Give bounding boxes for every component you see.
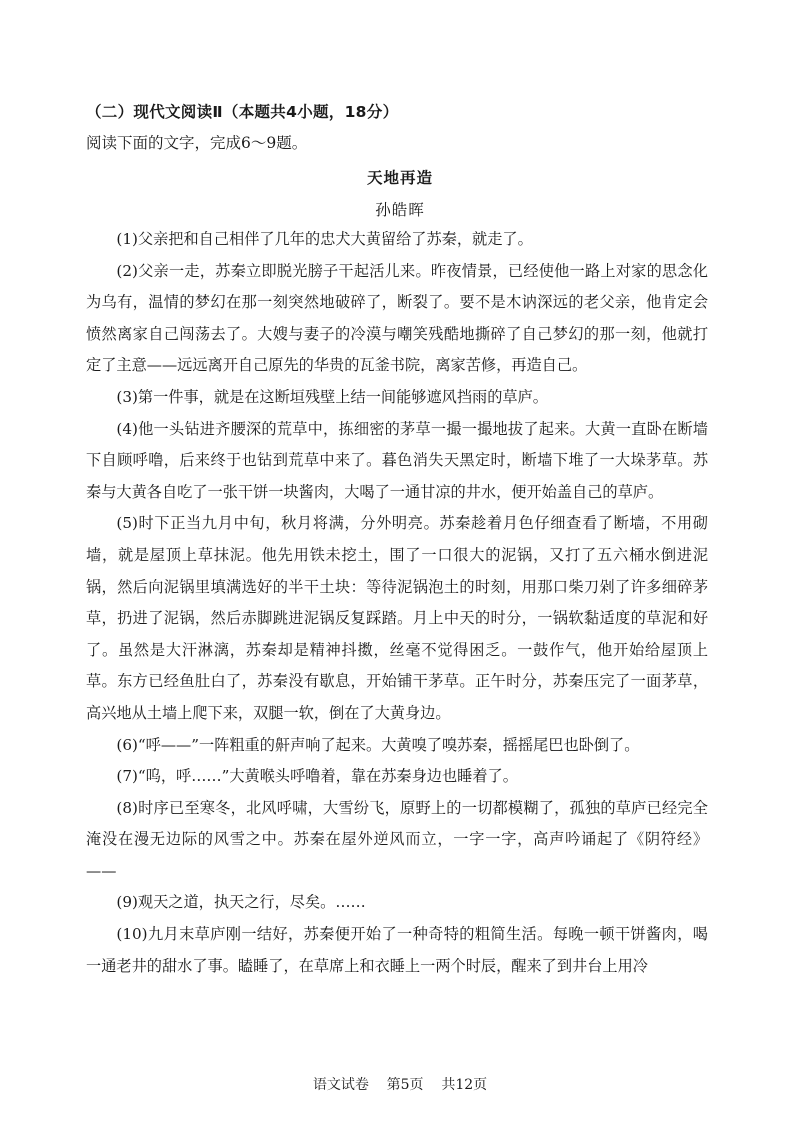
paragraph-6: (6)“呼——”一阵粗重的鼾声响了起来。大黄嗅了嗅苏秦，摇摇尾巴也卧倒了。 [116, 735, 640, 754]
reading-instruction: 阅读下面的文字，完成6～9题。 [86, 134, 308, 152]
paragraph-4: (4)他一头钻进齐腰深的荒草中，拣细密的茅草一撮一撮地拔了起来。大黄一直卧在断墙下自顾呼噜，后来终于也钻到荒草中来了。暮色消失天黑定时，断墙下堆了一大垛茅草。苏秦与大黄各自吃了一张干饼一块酱肉，大喝了一通甘凉的井水，便开始盖自己的草庐。 [86, 419, 708, 501]
section-heading: （二）现代文阅读Ⅱ（本题共4小题，18分） [86, 103, 399, 121]
article-title: 天地再造 [366, 169, 433, 187]
paragraph-1: (1)父亲把和自己相伴了几年的忠犬大黄留给了苏秦，就走了。 [116, 230, 533, 248]
paragraph-7: (7)“呜，呼……”大黄喉头呼噜着，靠在苏秦身边也睡着了。 [116, 767, 518, 786]
paragraph-3: (3)第一件事，就是在这断垣残壁上结一间能够遮风挡雨的草庐。 [116, 387, 548, 406]
article-author: 孙皓晖 [375, 201, 425, 219]
paragraph-8: (8)时序已至寒冬，北风呼啸，大雪纷飞，原野上的一切都模糊了，孤独的草庐已经完全淹没在漫无边际的风雪之中。苏秦在屋外逆风而立，一字一字，高声吟诵起了《阴符经》—— [86, 798, 708, 880]
paragraph-10: (10)九月末草庐刚一结好，苏秦便开始了一种奇特的粗简生活。每晚一顿干饼酱肉，喝一通老井的甜水了事。瞌睡了，在草席上和衣睡上一两个时辰，醒来了到井台上用冷 [86, 925, 708, 975]
paragraph-2: (2)父亲一走，苏秦立即脱光膀子干起活儿来。昨夜情景，已经使他一路上对家的思念化为乌有，温情的梦幻在那一刻突然地破碎了，断裂了。要不是木讷深远的老父亲，他肯定会愤然离家自己闯荡去了。大嫂与妻子的冷漠与嘲笑残酷地撕碎了自己梦幻的那一刻，他就打定了主意——远远离开自己原先的华贵的瓦釜书院，离家苦修，再造自己。 [86, 261, 708, 375]
paragraph-5: (5)时下正当九月中旬，秋月将满，分外明亮。苏秦趁着月色仔细查看了断墙，不用砌墙，就是屋顶上草抹泥。他先用铁未挖土，围了一口很大的泥锅，又打了五六桶水倒进泥锅，然后向泥锅里填满选好的半干土块：等待泥锅泡土的时刻，用那口柴刀剁了许多细碎茅草，扔进了泥锅，然后赤脚跳进泥锅反复踩踏。月上中天的时分，一锅软黏适度的草泥和好了。虽然是大汗淋漓，苏秦却是精神抖擞，丝毫不觉得困乏。一鼓作气，他开始给屋顶上草。东方已经鱼肚白了，苏秦没有歇息，开始铺干茅草。正午时分，苏秦压完了一面茅草，高兴地从土墙上爬下来，双腿一软，倒在了大黄身边。 [86, 514, 708, 722]
page-footer: 语文试卷 第5页 共12页 [312, 1077, 488, 1093]
paragraph-9: (9)观天之道，执天之行，尽矣。…… [116, 893, 366, 912]
article-body [86, 224, 708, 982]
